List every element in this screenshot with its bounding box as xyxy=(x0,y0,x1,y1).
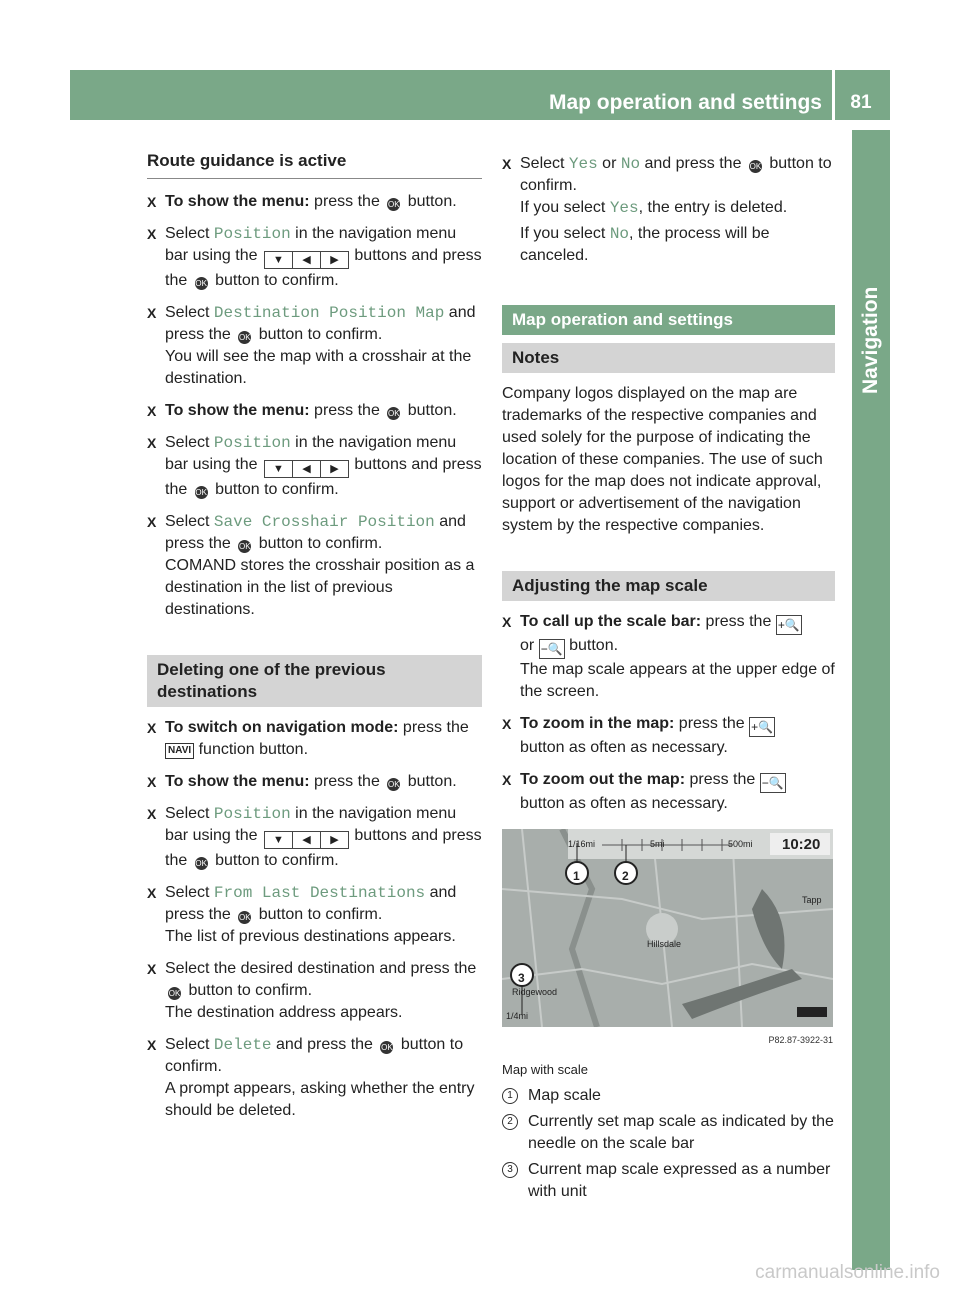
direction-keys-icon: ▼ ◀ ▶ xyxy=(264,248,348,270)
ok-button-icon: OK xyxy=(388,409,400,418)
ok-button-icon: OK xyxy=(381,1043,393,1052)
arrow-icon: X xyxy=(147,403,157,419)
scale-left: 1/16mi xyxy=(568,839,596,849)
legend-item: 1 Map scale xyxy=(502,1085,835,1107)
page-number: 81 xyxy=(850,92,872,113)
direction-keys-icon: ▼ ◀ ▶ xyxy=(264,828,348,850)
arrow-icon: X xyxy=(147,806,157,822)
side-tab-label: Navigation xyxy=(859,286,882,394)
callout-2: 2 xyxy=(622,869,629,883)
step: X Select Position in the navigation menu bar using the ▼ ◀ ▶ buttons and press the OK button to confirm. xyxy=(147,434,482,498)
step: X To call up the scale bar: press the +🔍 or −🔍 button. The map scale appears at the upper edge of the screen. xyxy=(502,613,835,700)
ok-button-icon: OK xyxy=(195,859,207,868)
section-title-deleting: Deleting one of the previous destinations xyxy=(147,655,482,707)
ok-button-icon: OK xyxy=(388,200,400,209)
page-title: Map operation and settings xyxy=(548,91,822,114)
arrow-icon: X xyxy=(147,720,157,736)
step: X Select Position in the navigation menu bar using the ▼ ◀ ▶ buttons and press the OK button to confirm. xyxy=(147,225,482,289)
step: X To zoom in the map: press the +🔍 button as often as necessary. xyxy=(502,713,835,759)
step: X Select Save Crosshair Position and press the OK button to confirm. COMAND stores the crosshair position as a destination in the list of previous destinations. xyxy=(147,513,475,618)
ok-button-icon: OK xyxy=(195,279,207,288)
zoom-in-icon: +🔍 xyxy=(749,717,775,737)
arrow-icon: X xyxy=(147,961,157,977)
section-title-notes: Notes xyxy=(502,343,835,373)
figure-code: P82.87-3922-31 xyxy=(768,1035,833,1045)
step-note: If you select No, the process will be canceled. xyxy=(520,225,770,264)
arrow-icon: X xyxy=(147,435,157,451)
callout-3: 3 xyxy=(518,971,525,985)
ok-button-icon: OK xyxy=(238,333,251,342)
arrow-icon: X xyxy=(502,772,512,788)
arrow-icon: X xyxy=(147,305,157,321)
arrow-icon: X xyxy=(147,885,157,901)
ok-button-icon: OK xyxy=(388,780,400,789)
legend-item: 2 Currently set map scale as indicated by the needle on the scale bar xyxy=(502,1111,835,1155)
ok-button-icon: OK xyxy=(238,542,251,551)
section-title-map-scale: Adjusting the map scale xyxy=(502,571,835,601)
watermark: carmanualsonline.info xyxy=(755,1262,940,1283)
step: X Select Delete and press the OK button to confirm. A prompt appears, asking whether the entry should be deleted. xyxy=(147,1036,475,1119)
legend-item: 3 Current map scale expressed as a number with unit xyxy=(502,1159,835,1203)
callout-1: 1 xyxy=(573,869,580,883)
arrow-icon: X xyxy=(502,716,512,732)
arrow-icon: X xyxy=(147,194,157,210)
section-title-map-operation: Map operation and settings xyxy=(502,305,835,335)
zoom-out-icon: −🔍 xyxy=(760,773,786,793)
arrow-icon: X xyxy=(147,226,157,242)
step: X To switch on navigation mode: press the NAVI function button. xyxy=(147,719,469,758)
step: X Select Yes or No and press the OK button to confirm. If you select Yes, the entry is deleted. xyxy=(502,155,832,217)
place-label: Ridgewood xyxy=(512,987,558,997)
step: X To show the menu: press the OK button. xyxy=(147,191,482,213)
map-image xyxy=(502,829,833,1027)
arrow-icon: X xyxy=(147,514,157,530)
step: X Select From Last Destinations and press the OK button to confirm. The list of previous destinations appears. xyxy=(147,884,457,945)
arrow-icon: X xyxy=(147,774,157,790)
left-column xyxy=(147,150,482,1132)
scale-value: 1/4mi xyxy=(506,1011,529,1021)
ok-button-icon: OK xyxy=(238,913,251,922)
ok-button-icon: OK xyxy=(749,162,762,171)
step: X To zoom out the map: press the −🔍 button as often as necessary. xyxy=(502,769,835,815)
direction-keys-icon: ▼ ◀ ▶ xyxy=(264,457,348,479)
figure-caption: Map with scale xyxy=(502,1062,588,1077)
place-label: Hillsdale xyxy=(647,939,682,949)
step: X To show the menu: press the OK button. xyxy=(147,400,482,422)
scale-right: 500mi xyxy=(728,839,753,849)
ok-button-icon: OK xyxy=(168,989,181,998)
step: X Select the desired destination and press the OK button to confirm. The destination address appears. xyxy=(147,960,477,1021)
arrow-icon: X xyxy=(502,156,512,172)
arrow-icon: X xyxy=(147,1037,157,1053)
step: X Select Position in the navigation menu bar using the ▼ ◀ ▶ buttons and press the OK button to confirm. xyxy=(147,805,482,869)
navi-button-icon: NAVI xyxy=(165,743,194,759)
right-column xyxy=(502,153,835,1203)
scale-mid: 5mi xyxy=(650,839,665,849)
step: X Select Destination Position Map and press the OK button to confirm. You will see the map with a crosshair at the destination. xyxy=(147,304,476,387)
zoom-in-icon: +🔍 xyxy=(776,615,802,635)
section-title-route-guidance: Route guidance is active xyxy=(147,150,482,179)
notes-text: Company logos displayed on the map are trademarks of the respective companies and used solely for the purpose of indicating the location of these companies. The use of such logos for the map does not indicate approval, support or advertisement of the navigation system by the respective companies. xyxy=(502,385,823,534)
zoom-out-icon: −🔍 xyxy=(539,639,565,659)
map-time: 10:20 xyxy=(782,836,821,853)
header-divider xyxy=(832,70,835,120)
place-label: Tapp xyxy=(802,895,822,905)
arrow-icon: X xyxy=(502,614,512,630)
ok-button-icon: OK xyxy=(195,488,207,497)
step: X To show the menu: press the OK button. xyxy=(147,771,482,793)
